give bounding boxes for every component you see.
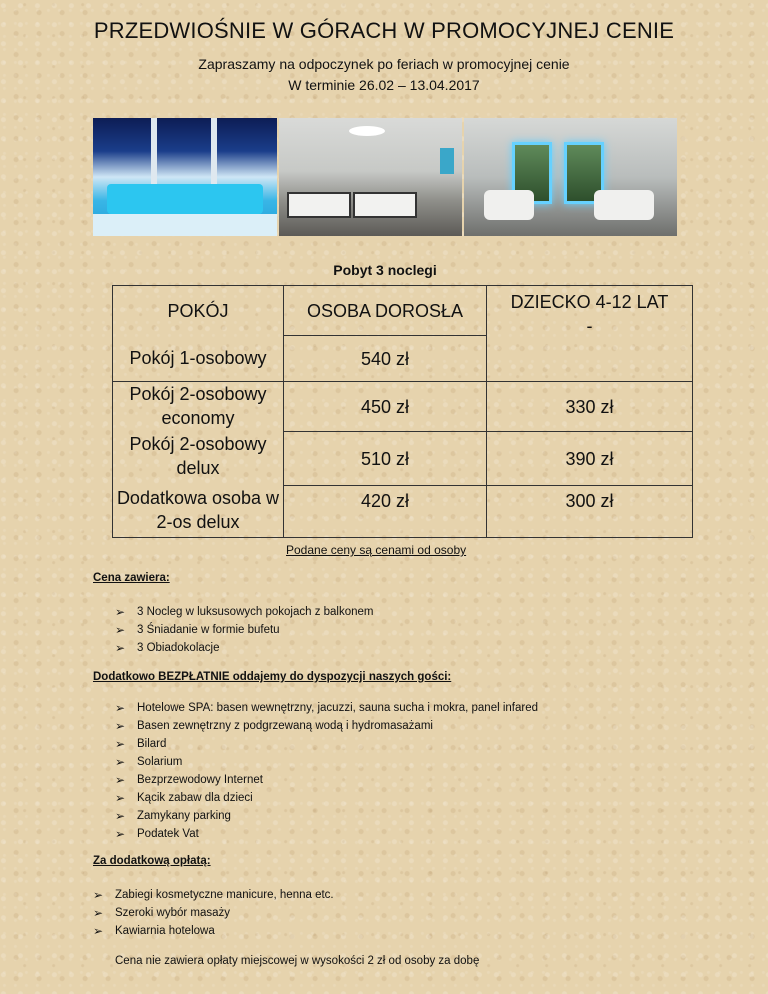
list-item: ➢ Solarium bbox=[115, 755, 183, 769]
list-item: ➢ Kawiarnia hotelowa bbox=[93, 924, 215, 938]
cell-adult-2: 450 zł bbox=[284, 382, 487, 432]
cell-child-1: - bbox=[586, 316, 593, 336]
page-title: PRZEDWIOŚNIE W GÓRACH W PROMOCYJNEJ CENIE bbox=[93, 18, 675, 43]
arrow-bullet-icon: ➢ bbox=[115, 641, 126, 655]
list-item: ➢ Hotelowe SPA: basen wewnętrzny, jacuzzi, sauna sucha i mokra, panel infared bbox=[115, 701, 539, 715]
list-item: ➢ Szeroki wybór masaży bbox=[93, 906, 231, 920]
cell-child-2: 330 zł bbox=[487, 382, 693, 432]
list-item: ➢ Zabiegi kosmetyczne manicure, henna etc. bbox=[93, 888, 334, 902]
free-heading: Dodatkowo BEZPŁATNIE oddajemy do dyspozycji naszych gości: bbox=[93, 671, 452, 683]
table-caption: Pobyt 3 noclegi bbox=[333, 262, 437, 278]
extra-heading: Za dodatkową opłatą: bbox=[93, 855, 211, 867]
subtitle-line-2: W terminie 26.02 – 13.04.2017 bbox=[288, 77, 480, 93]
arrow-bullet-icon: ➢ bbox=[115, 719, 126, 733]
includes-list bbox=[115, 603, 374, 657]
bedroom-photo bbox=[279, 118, 462, 236]
extra-list bbox=[93, 886, 334, 940]
subtitle-line-1: Zapraszamy na odpoczynek po feriach w promocyjnej cenie bbox=[198, 56, 570, 72]
list-item: ➢ 3 Obiadokolacje bbox=[115, 641, 220, 655]
table-row bbox=[113, 486, 693, 538]
price-note: Podane ceny są cenami od osoby bbox=[286, 543, 467, 557]
cell-adult-4: 420 zł bbox=[284, 486, 487, 538]
arrow-bullet-icon: ➢ bbox=[115, 623, 126, 637]
list-item: ➢ Podatek Vat bbox=[115, 827, 199, 841]
table-header-row bbox=[113, 286, 693, 336]
arrow-bullet-icon: ➢ bbox=[115, 827, 126, 841]
arrow-bullet-icon: ➢ bbox=[93, 924, 104, 938]
cell-room-2: Pokój 2-osobowy economy bbox=[113, 382, 284, 432]
header-room: POKÓJ bbox=[113, 286, 284, 336]
list-item: ➢ Basen zewnętrzny z podgrzewaną wodą i hydromasażami bbox=[115, 719, 433, 733]
cell-child-4: 300 zł bbox=[487, 486, 693, 538]
arrow-bullet-icon: ➢ bbox=[93, 888, 104, 902]
arrow-bullet-icon: ➢ bbox=[115, 773, 126, 787]
table-row bbox=[113, 432, 693, 486]
pool-photo bbox=[93, 118, 277, 236]
arrow-bullet-icon: ➢ bbox=[115, 737, 126, 751]
price-table bbox=[112, 285, 693, 538]
list-item: ➢ 3 Śniadanie w formie bufetu bbox=[115, 623, 280, 637]
free-list bbox=[115, 699, 538, 843]
arrow-bullet-icon: ➢ bbox=[115, 605, 126, 619]
spa-room-photo bbox=[464, 118, 677, 236]
cell-adult-3: 510 zł bbox=[284, 432, 487, 486]
arrow-bullet-icon: ➢ bbox=[115, 791, 126, 805]
list-item: ➢ Bilard bbox=[115, 737, 167, 751]
list-item: ➢ 3 Nocleg w luksusowych pokojach z balkonem bbox=[115, 605, 374, 619]
arrow-bullet-icon: ➢ bbox=[115, 701, 126, 715]
photo-strip bbox=[93, 118, 677, 236]
cell-child-3: 390 zł bbox=[487, 432, 693, 486]
header-child-label: DZIECKO 4-12 LAT bbox=[510, 292, 669, 312]
cell-room-3: Pokój 2-osobowy delux bbox=[113, 432, 284, 486]
includes-heading: Cena zawiera: bbox=[93, 572, 170, 584]
arrow-bullet-icon: ➢ bbox=[93, 906, 104, 920]
cell-room-4: Dodatkowa osoba w 2-os delux bbox=[113, 486, 284, 538]
cell-adult-1: 540 zł bbox=[284, 336, 487, 382]
header-adult: OSOBA DOROSŁA bbox=[284, 286, 487, 336]
cell-room-1: Pokój 1-osobowy bbox=[113, 336, 284, 382]
header-child bbox=[487, 286, 693, 382]
table-row bbox=[113, 382, 693, 432]
list-item: ➢ Bezprzewodowy Internet bbox=[115, 773, 263, 787]
list-item: ➢ Kącik zabaw dla dzieci bbox=[115, 791, 253, 805]
arrow-bullet-icon: ➢ bbox=[115, 755, 126, 769]
footer-note: Cena nie zawiera opłaty miejscowej w wysokości 2 zł od osoby za dobę bbox=[115, 955, 480, 967]
arrow-bullet-icon: ➢ bbox=[115, 809, 126, 823]
list-item: ➢ Zamykany parking bbox=[115, 809, 231, 823]
subtitle bbox=[0, 54, 768, 96]
